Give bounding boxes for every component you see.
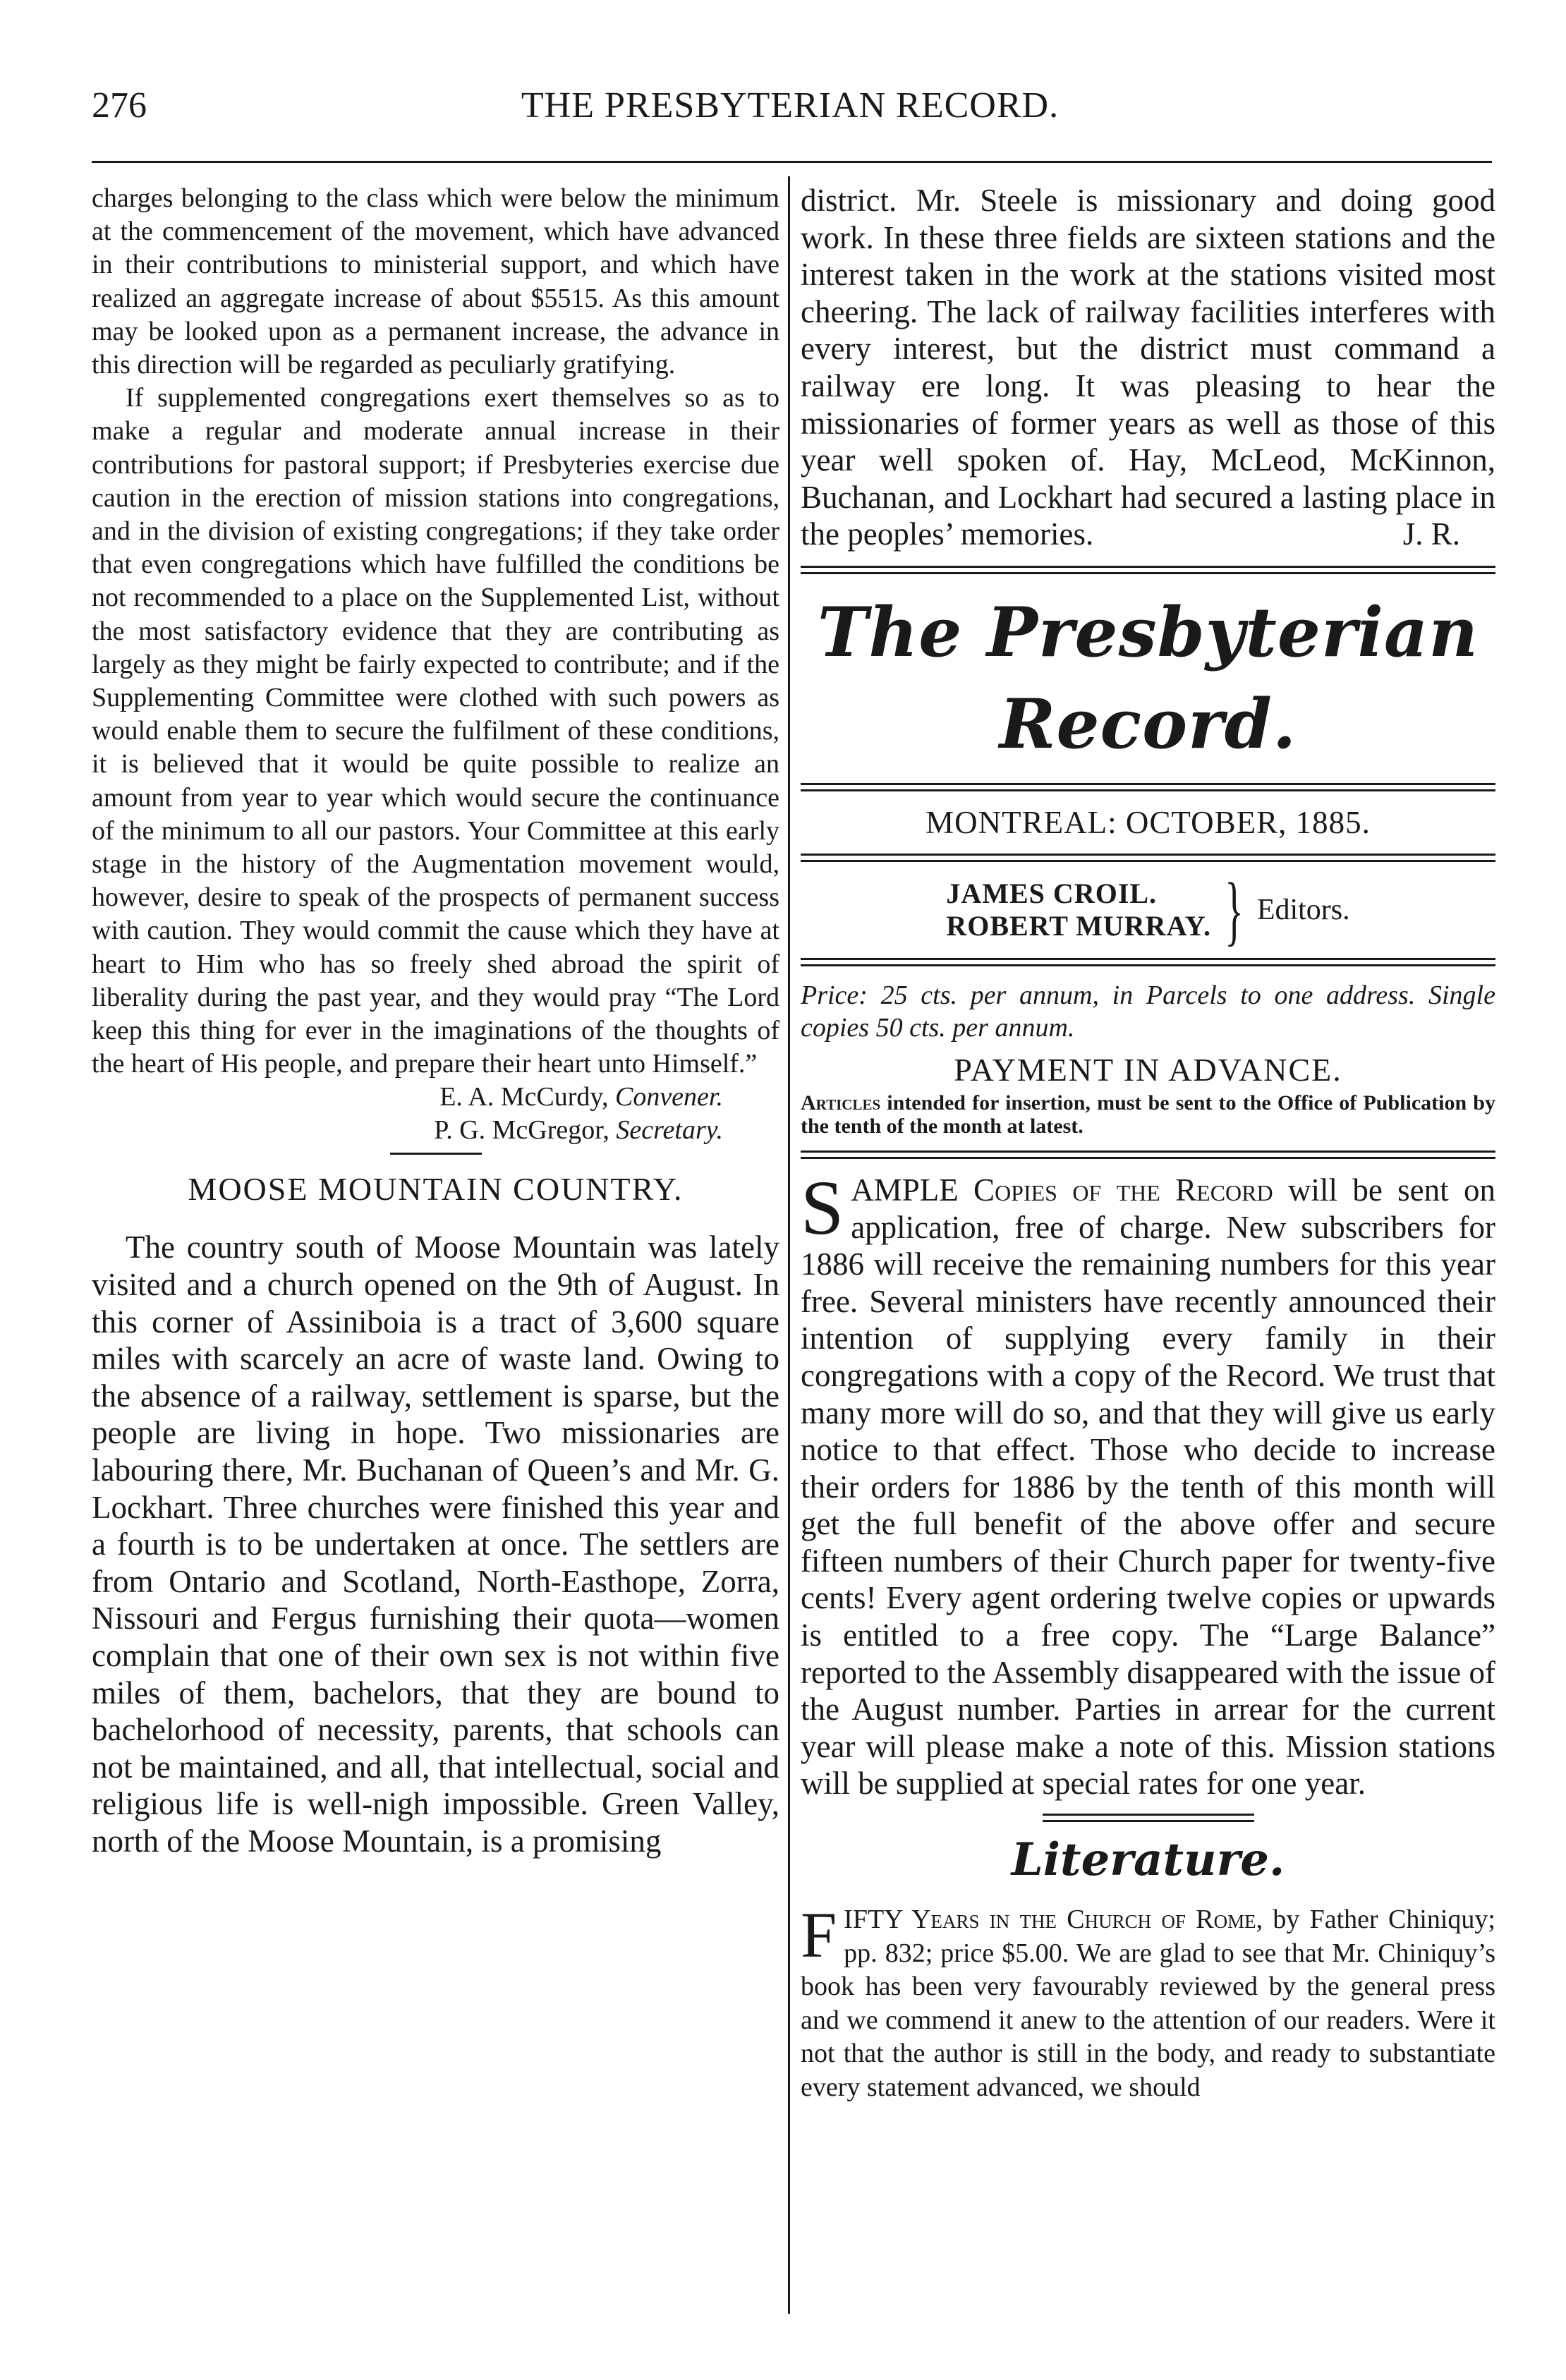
literature-heading: Literature. [1011, 1833, 1285, 1887]
signature-convener [92, 1081, 779, 1114]
page-number: 276 [92, 85, 147, 126]
continued-text: district. Mr. Steele is missionary and doing good work. In these three fields are sixteen stations and the interest taken in the work at the stations visited most cheering. The lack of railway facilities interferes with every interest, but the district must command a railway ere long. It was pleasing to hear the missionaries of former years as well as those of this year well spoken of. Hay, McLeod, McKinnon, Buchanan, and Lockhart had secured a lasting place in the peoples’ memories. [801, 183, 1495, 552]
convener-name: E. A. McCurdy, [439, 1082, 609, 1112]
literature-smallcaps: IFTY Years in the Church of Rome, [844, 1905, 1263, 1935]
secretary-role: Secretary. [616, 1115, 723, 1146]
editors-label: Editors. [1256, 893, 1350, 926]
editors-block [801, 866, 1495, 953]
sample-smallcaps: AMPLE Copies of the Record [851, 1172, 1273, 1208]
article-signature: J. R. [1402, 516, 1460, 552]
masthead-top-rule [801, 566, 1495, 574]
moose-mountain-paragraph: The country south of Moose Mountain was lately visited and a church opened on the 9th of August. In this corner of Assiniboia is a tract of 3,600 square miles with scarcely an acre of waste land. Owing to the absence of a railway, settlement is sparse, but the people are living in hope. Two missionaries are labouring there, Mr. Buchanan of Queen’s and Mr. G. Lockhart. Three churches were finished this year and a fourth is to be undertaken at once. The settlers are from Ontario and Scotland, North-Easthope, Zorra, Nissouri and Fergus furnishing their quota—women complain that one of their own sex is not within five miles of them, bachelors, that they are bound to bachelorhood of necessity, parents, that schools can not be maintained, and all, that intellectual, social and religious life is well-nigh impossible. Green Valley, north of the Moose Mountain, is a promising [92, 1230, 779, 1859]
literature-paragraph [801, 1899, 1495, 2104]
signature-secretary [92, 1114, 779, 1147]
articles-text: intended for insertion, must be sent to the Office of Publication by the tenth of the month at latest. [801, 1091, 1495, 1138]
convener-role: Convener. [614, 1082, 723, 1112]
sample-copies-paragraph [801, 1164, 1496, 1802]
left-column [92, 182, 779, 1860]
header-rule [92, 161, 1492, 163]
right-column [801, 182, 1495, 2104]
editor-name-2: ROBERT MURRAY. [946, 909, 1211, 942]
moose-mountain-continued [801, 182, 1495, 553]
moose-mountain-heading: MOOSE MOUNTAIN COUNTRY. [188, 1171, 684, 1208]
masthead-title: The Presbyterian Record. [818, 592, 1479, 764]
page-header [92, 85, 1488, 134]
editors-rule [801, 958, 1495, 966]
running-title: THE PRESBYTERIAN RECORD. [521, 85, 1060, 126]
masthead-bottom-rule [801, 783, 1495, 791]
price-notice: Price: 25 cts. per annum, in Parcels to one address. Single copies 50 cts. per annum. [801, 980, 1495, 1043]
augmentation-paragraph-2: If supplemented congregations exert themselves so as to make a regular and moderate annual increase in their contributions for pastoral support; if Presbyteries exercise due caution in the erection of mission stations into congregations, and in the division of existing congregations; if they take order that even congregations which have fulfilled the conditions be not recommended to a place on the Supplemented List, without the most satisfactory evidence that they are contributing as largely as they might be fairly expected to contribute; and if the Supplementing Committee were clothed with such powers as would enable them to secure the fulfilment of these conditions, it is believed that it would be quite possible to realize an amount from year to year which would secure the continuance of the minimum to all our pastors. Your Committee at this early stage in the history of the Augmentation movement would, however, desire to speak of the prospects of permanent success with caution. They would commit the cause which they have at heart to Him who has so freely shed abroad the spirit of liberality during the past year, and they would pray “The Lord keep this thing for ever in the imaginations of the thoughts of the heart of His people, and prepare their heart unto Himself.” [92, 383, 779, 1079]
editor-names [946, 878, 1211, 942]
articles-notice [801, 1091, 1495, 1138]
column-divider [788, 176, 790, 2314]
payment-notice: PAYMENT IN ADVANCE. [954, 1051, 1342, 1088]
augmentation-paragraph-1: charges belonging to the class which were below the minimum at the commencement of the movement, which have advanced in their contributions to ministerial support, and which have realized an aggregate increase of about $5515. As this amount may be looked upon as a permanent increase, the advance in this direction will be regarded as peculiarly gratifying. [92, 183, 779, 380]
literature-top-rule [1043, 1814, 1254, 1822]
notice-rule [801, 1150, 1495, 1159]
editor-name-1: JAMES CROIL. [946, 877, 1158, 909]
sample-dropcap: S [801, 1164, 844, 1251]
sample-text: will be sent on application, free of charge. New subscribers for 1886 will receive the remaining numbers for this year free. Several ministers have recently announced their intention of supplying every family in their congregations with a copy of the Record. We trust that many more will do so, and that they will give us early notice to that effect. Those who decide to increase their orders for 1886 by the tenth of this month will get the full benefit of the above offer and secure fifteen numbers of their Church paper for twenty-five cents! Every agent ordering twelve copies or upwards is entitled to a free copy. The “Large Balance” reported to the Assembly disappeared with the issue of the August number. Parties in arrear for the current year will please make a note of this. Mission stations will be supplied at special rates for one year. [801, 1172, 1496, 1802]
dateline: MONTREAL: OCTOBER, 1885. [925, 804, 1371, 840]
literature-text: by Father Chiniquy; pp. 832; price $5.00. We are glad to see that Mr. Chiniquy’s book has been very favourably reviewed by the general press and we commend it anew to the attention of our readers. Were it not that the author is still in the body, and ready to substantiate every statement advanced, we should [801, 1905, 1495, 2102]
literature-dropcap: F [801, 1899, 837, 1972]
brace-icon: } [1225, 866, 1244, 953]
secretary-name: P. G. McGregor, [434, 1115, 609, 1146]
articles-lead: Articles [801, 1091, 881, 1115]
dateline-rule [801, 854, 1495, 862]
section-divider [390, 1153, 482, 1155]
